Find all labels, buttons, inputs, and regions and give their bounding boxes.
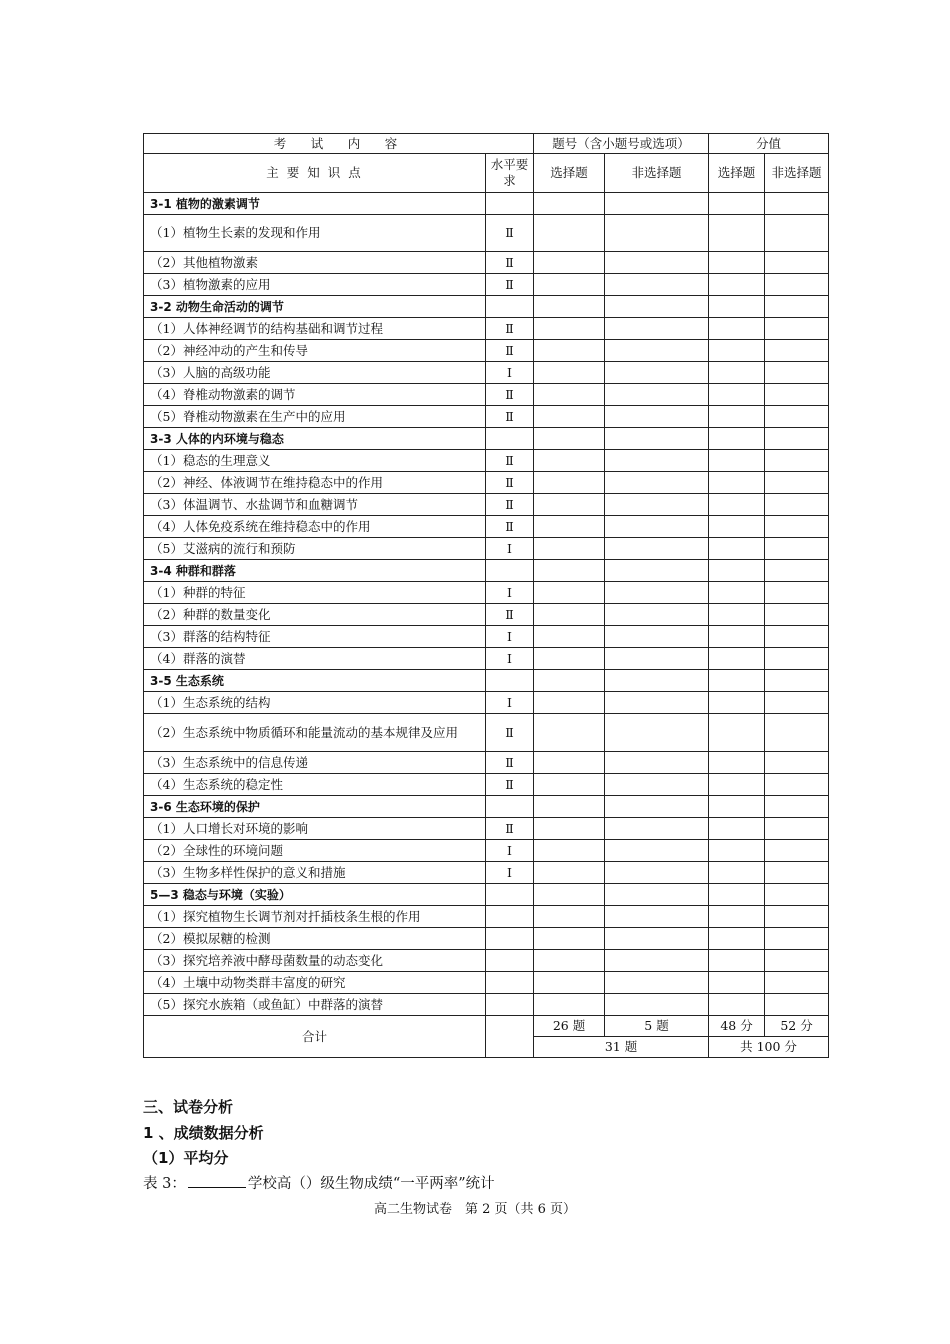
non-choice-cell [605, 670, 709, 692]
level-cell [486, 428, 534, 450]
choice-cell [534, 884, 605, 906]
non-choice-cell [605, 494, 709, 516]
non-choice-score-cell [765, 296, 829, 318]
non-choice-score-cell [765, 670, 829, 692]
knowledge-row [144, 406, 829, 428]
choice-cell [534, 906, 605, 928]
knowledge-point: （4）人体免疫系统在维持稳态中的作用 [144, 516, 486, 538]
non-choice-cell [605, 516, 709, 538]
level-cell [486, 884, 534, 906]
choice-score-cell [709, 862, 765, 884]
non-choice-question-header: 非选择题 [605, 154, 709, 193]
choice-cell [534, 274, 605, 296]
total-label: 合计 [144, 1016, 486, 1058]
choice-cell [534, 582, 605, 604]
non-choice-score-cell [765, 972, 829, 994]
choice-cell [534, 950, 605, 972]
knowledge-point: （3）人脑的高级功能 [144, 362, 486, 384]
non-choice-score-cell [765, 472, 829, 494]
choice-score-cell [709, 994, 765, 1016]
section-title: 3-3 人体的内环境与稳态 [144, 428, 486, 450]
choice-cell [534, 604, 605, 626]
knowledge-row [144, 906, 829, 928]
knowledge-row [144, 516, 829, 538]
non-choice-cell [605, 906, 709, 928]
level-cell: Ⅰ [486, 692, 534, 714]
knowledge-point: （5）艾滋病的流行和预防 [144, 538, 486, 560]
level-cell: Ⅱ [486, 274, 534, 296]
section-title: 5—3 稳态与环境（实验） [144, 884, 486, 906]
choice-score-cell [709, 928, 765, 950]
choice-cell [534, 818, 605, 840]
choice-cell [534, 862, 605, 884]
non-choice-score-cell [765, 692, 829, 714]
non-choice-cell [605, 362, 709, 384]
non-choice-score-cell [765, 384, 829, 406]
non-choice-score-cell [765, 318, 829, 340]
knowledge-point: （1）植物生长素的发现和作用 [144, 215, 486, 252]
non-choice-score-cell [765, 648, 829, 670]
choice-cell [534, 472, 605, 494]
choice-cell [534, 648, 605, 670]
knowledge-row [144, 538, 829, 560]
knowledge-point: （3）生物多样性保护的意义和措施 [144, 862, 486, 884]
non-choice-score-cell [765, 752, 829, 774]
knowledge-point: （1）人体神经调节的结构基础和调节过程 [144, 318, 486, 340]
level-cell: Ⅱ [486, 752, 534, 774]
non-choice-score-cell [765, 252, 829, 274]
choice-cell [534, 714, 605, 752]
level-cell: Ⅱ [486, 604, 534, 626]
choice-score-cell [709, 560, 765, 582]
non-choice-cell [605, 774, 709, 796]
header-row-1 [144, 134, 829, 154]
non-choice-cell [605, 884, 709, 906]
level-cell [486, 193, 534, 215]
non-choice-cell [605, 928, 709, 950]
level-cell: Ⅱ [486, 215, 534, 252]
section-title: 3-1 植物的激素调节 [144, 193, 486, 215]
choice-cell [534, 318, 605, 340]
choice-score-cell [709, 193, 765, 215]
knowledge-row [144, 252, 829, 274]
knowledge-row [144, 494, 829, 516]
non-choice-score-cell [765, 516, 829, 538]
choice-score-cell [709, 538, 765, 560]
choice-score-cell [709, 252, 765, 274]
level-cell: Ⅰ [486, 538, 534, 560]
choice-cell [534, 450, 605, 472]
level-cell [486, 906, 534, 928]
choice-question-header: 选择题 [534, 154, 605, 193]
non-choice-cell [605, 252, 709, 274]
total-choice-count: 26 题 [534, 1016, 605, 1037]
knowledge-point: （3）群落的结构特征 [144, 626, 486, 648]
non-choice-cell [605, 752, 709, 774]
non-choice-cell [605, 384, 709, 406]
knowledge-row [144, 582, 829, 604]
subheading-average: （1）平均分 [143, 1149, 229, 1167]
knowledge-point: （2）种群的数量变化 [144, 604, 486, 626]
non-choice-cell [605, 296, 709, 318]
choice-cell [534, 560, 605, 582]
non-choice-score-cell [765, 714, 829, 752]
choice-cell [534, 692, 605, 714]
section-row [144, 796, 829, 818]
level-cell: Ⅱ [486, 318, 534, 340]
knowledge-row [144, 752, 829, 774]
non-choice-cell [605, 604, 709, 626]
knowledge-row [144, 340, 829, 362]
choice-cell [534, 193, 605, 215]
table3-title: 学校高（）级生物成绩“一平两率”统计 [247, 1176, 495, 1192]
total-row-1 [144, 1016, 829, 1037]
section-title: 3-4 种群和群落 [144, 560, 486, 582]
knowledge-point: （1）种群的特征 [144, 582, 486, 604]
table3-caption [143, 1172, 495, 1193]
non-choice-cell [605, 274, 709, 296]
choice-score-cell [709, 362, 765, 384]
knowledge-row [144, 928, 829, 950]
level-cell: Ⅱ [486, 472, 534, 494]
total-section [144, 1016, 829, 1058]
choice-cell [534, 215, 605, 252]
non-choice-score-cell [765, 560, 829, 582]
choice-score-cell [709, 840, 765, 862]
section-row [144, 428, 829, 450]
choice-score-cell [709, 582, 765, 604]
non-choice-score-cell [765, 928, 829, 950]
non-choice-score-cell [765, 193, 829, 215]
choice-score-cell [709, 318, 765, 340]
non-choice-cell [605, 406, 709, 428]
knowledge-point: （2）其他植物激素 [144, 252, 486, 274]
total-non-choice-score: 52 分 [765, 1016, 829, 1037]
choice-cell [534, 494, 605, 516]
knowledge-row [144, 840, 829, 862]
non-choice-cell [605, 538, 709, 560]
non-choice-cell [605, 428, 709, 450]
level-cell: Ⅱ [486, 384, 534, 406]
level-cell: Ⅱ [486, 516, 534, 538]
level-cell [486, 670, 534, 692]
level-cell [486, 560, 534, 582]
choice-cell [534, 972, 605, 994]
non-choice-score-cell [765, 340, 829, 362]
knowledge-row [144, 994, 829, 1016]
knowledge-row [144, 950, 829, 972]
section-row [144, 193, 829, 215]
table3-prefix: 表 3： [143, 1176, 186, 1192]
level-cell: Ⅱ [486, 494, 534, 516]
non-choice-score-cell [765, 428, 829, 450]
knowledge-row [144, 714, 829, 752]
level-cell: Ⅰ [486, 582, 534, 604]
exam-specification-table [143, 133, 829, 1058]
knowledge-point: （4）群落的演替 [144, 648, 486, 670]
choice-cell [534, 340, 605, 362]
non-choice-cell [605, 626, 709, 648]
knowledge-row [144, 648, 829, 670]
section-row [144, 884, 829, 906]
non-choice-score-cell [765, 626, 829, 648]
non-choice-cell [605, 193, 709, 215]
level-cell: Ⅱ [486, 406, 534, 428]
non-choice-cell [605, 340, 709, 362]
knowledge-point: （1）生态系统的结构 [144, 692, 486, 714]
choice-score-cell [709, 626, 765, 648]
knowledge-point: （5）脊椎动物激素在生产中的应用 [144, 406, 486, 428]
non-choice-score-cell [765, 774, 829, 796]
non-choice-cell [605, 648, 709, 670]
choice-cell [534, 252, 605, 274]
non-choice-cell [605, 796, 709, 818]
non-choice-score-cell [765, 215, 829, 252]
knowledge-row [144, 362, 829, 384]
non-choice-score-cell [765, 884, 829, 906]
level-cell: Ⅰ [486, 648, 534, 670]
choice-score-cell [709, 774, 765, 796]
knowledge-row [144, 972, 829, 994]
knowledge-point: （2）神经、体液调节在维持稳态中的作用 [144, 472, 486, 494]
knowledge-row [144, 692, 829, 714]
non-choice-score-cell [765, 862, 829, 884]
choice-score-cell [709, 752, 765, 774]
knowledge-rows [144, 193, 829, 1016]
choice-score-cell [709, 906, 765, 928]
knowledge-point-header: 主 要 知 识 点 [144, 154, 486, 193]
choice-score-cell [709, 818, 765, 840]
choice-score-cell [709, 516, 765, 538]
score-header: 分值 [709, 134, 829, 154]
choice-cell [534, 362, 605, 384]
choice-cell [534, 626, 605, 648]
knowledge-point: （1）探究植物生长调节剂对扦插枝条生根的作用 [144, 906, 486, 928]
knowledge-row [144, 604, 829, 626]
non-choice-score-cell [765, 362, 829, 384]
knowledge-row [144, 215, 829, 252]
section-heading-analysis: 三、试卷分析 [143, 1098, 234, 1116]
choice-score-cell [709, 296, 765, 318]
level-cell: Ⅱ [486, 340, 534, 362]
knowledge-row [144, 862, 829, 884]
non-choice-cell [605, 714, 709, 752]
non-choice-cell [605, 318, 709, 340]
non-choice-cell [605, 994, 709, 1016]
section-title: 3-2 动物生命活动的调节 [144, 296, 486, 318]
choice-score-cell [709, 406, 765, 428]
choice-cell [534, 774, 605, 796]
level-cell [486, 950, 534, 972]
knowledge-point: （3）植物激素的应用 [144, 274, 486, 296]
section-title: 3-6 生态环境的保护 [144, 796, 486, 818]
choice-score-cell [709, 494, 765, 516]
exam-content-header: 考 试 内 容 [144, 134, 534, 154]
choice-cell [534, 406, 605, 428]
non-choice-cell [605, 472, 709, 494]
non-choice-cell [605, 972, 709, 994]
total-question-count: 31 题 [534, 1037, 709, 1058]
section-title: 3-5 生态系统 [144, 670, 486, 692]
level-cell: Ⅱ [486, 818, 534, 840]
non-choice-score-header: 非选择题 [765, 154, 829, 193]
non-choice-score-cell [765, 538, 829, 560]
level-cell: Ⅰ [486, 362, 534, 384]
knowledge-row [144, 318, 829, 340]
choice-cell [534, 994, 605, 1016]
knowledge-row [144, 818, 829, 840]
knowledge-point: （2）模拟尿糖的检测 [144, 928, 486, 950]
non-choice-cell [605, 450, 709, 472]
choice-cell [534, 516, 605, 538]
choice-score-header: 选择题 [709, 154, 765, 193]
knowledge-row [144, 472, 829, 494]
non-choice-score-cell [765, 950, 829, 972]
level-cell: Ⅰ [486, 862, 534, 884]
level-header: 水平要求 [486, 154, 534, 193]
knowledge-point: （3）生态系统中的信息传递 [144, 752, 486, 774]
choice-score-cell [709, 604, 765, 626]
knowledge-point: （2）神经冲动的产生和传导 [144, 340, 486, 362]
choice-cell [534, 796, 605, 818]
choice-score-cell [709, 648, 765, 670]
non-choice-score-cell [765, 840, 829, 862]
header-row-2 [144, 154, 829, 193]
non-choice-cell [605, 215, 709, 252]
non-choice-cell [605, 582, 709, 604]
non-choice-score-cell [765, 406, 829, 428]
knowledge-point: （3）体温调节、水盐调节和血糖调节 [144, 494, 486, 516]
non-choice-score-cell [765, 994, 829, 1016]
knowledge-point: （4）土壤中动物类群丰富度的研究 [144, 972, 486, 994]
non-choice-cell [605, 560, 709, 582]
choice-score-cell [709, 450, 765, 472]
choice-score-cell [709, 884, 765, 906]
level-cell: Ⅱ [486, 450, 534, 472]
total-non-choice-count: 5 题 [605, 1016, 709, 1037]
level-cell [486, 796, 534, 818]
choice-score-cell [709, 428, 765, 450]
choice-cell [534, 752, 605, 774]
non-choice-score-cell [765, 582, 829, 604]
section-row [144, 670, 829, 692]
total-level-cell [486, 1016, 534, 1058]
knowledge-row [144, 774, 829, 796]
non-choice-score-cell [765, 818, 829, 840]
knowledge-row [144, 450, 829, 472]
total-choice-score: 48 分 [709, 1016, 765, 1037]
non-choice-cell [605, 862, 709, 884]
non-choice-score-cell [765, 906, 829, 928]
choice-score-cell [709, 274, 765, 296]
non-choice-cell [605, 950, 709, 972]
knowledge-row [144, 274, 829, 296]
non-choice-cell [605, 692, 709, 714]
knowledge-point: （5）探究水族箱（或鱼缸）中群落的演替 [144, 994, 486, 1016]
non-choice-cell [605, 840, 709, 862]
knowledge-point: （1）稳态的生理意义 [144, 450, 486, 472]
school-name-blank [188, 1172, 246, 1188]
choice-score-cell [709, 215, 765, 252]
section-row [144, 296, 829, 318]
knowledge-point: （2）生态系统中物质循环和能量流动的基本规律及应用 [144, 714, 486, 752]
level-cell: Ⅰ [486, 626, 534, 648]
knowledge-point: （2）全球性的环境问题 [144, 840, 486, 862]
total-score: 共 100 分 [709, 1037, 829, 1058]
choice-score-cell [709, 692, 765, 714]
choice-cell [534, 296, 605, 318]
choice-score-cell [709, 714, 765, 752]
choice-cell [534, 428, 605, 450]
choice-score-cell [709, 972, 765, 994]
non-choice-score-cell [765, 494, 829, 516]
choice-cell [534, 384, 605, 406]
choice-score-cell [709, 384, 765, 406]
choice-score-cell [709, 950, 765, 972]
knowledge-row [144, 626, 829, 648]
knowledge-point: （1）人口增长对环境的影响 [144, 818, 486, 840]
choice-cell [534, 928, 605, 950]
choice-score-cell [709, 796, 765, 818]
level-cell: Ⅰ [486, 840, 534, 862]
subheading-score-data: 1 、成绩数据分析 [143, 1124, 264, 1142]
non-choice-cell [605, 818, 709, 840]
non-choice-score-cell [765, 604, 829, 626]
knowledge-row [144, 384, 829, 406]
choice-cell [534, 670, 605, 692]
choice-score-cell [709, 472, 765, 494]
question-number-header: 题号（含小题号或选项） [534, 134, 709, 154]
non-choice-score-cell [765, 274, 829, 296]
page-footer: 高二生物试卷 第 2 页（共 6 页） [373, 1202, 577, 1217]
level-cell [486, 296, 534, 318]
level-cell [486, 972, 534, 994]
knowledge-point: （3）探究培养液中酵母菌数量的动态变化 [144, 950, 486, 972]
level-cell [486, 994, 534, 1016]
level-cell [486, 928, 534, 950]
choice-cell [534, 538, 605, 560]
choice-cell [534, 840, 605, 862]
level-cell: Ⅱ [486, 252, 534, 274]
non-choice-score-cell [765, 450, 829, 472]
section-row [144, 560, 829, 582]
level-cell: Ⅱ [486, 774, 534, 796]
knowledge-point: （4）生态系统的稳定性 [144, 774, 486, 796]
choice-score-cell [709, 670, 765, 692]
knowledge-point: （4）脊椎动物激素的调节 [144, 384, 486, 406]
non-choice-score-cell [765, 796, 829, 818]
choice-score-cell [709, 340, 765, 362]
level-cell: Ⅱ [486, 714, 534, 752]
